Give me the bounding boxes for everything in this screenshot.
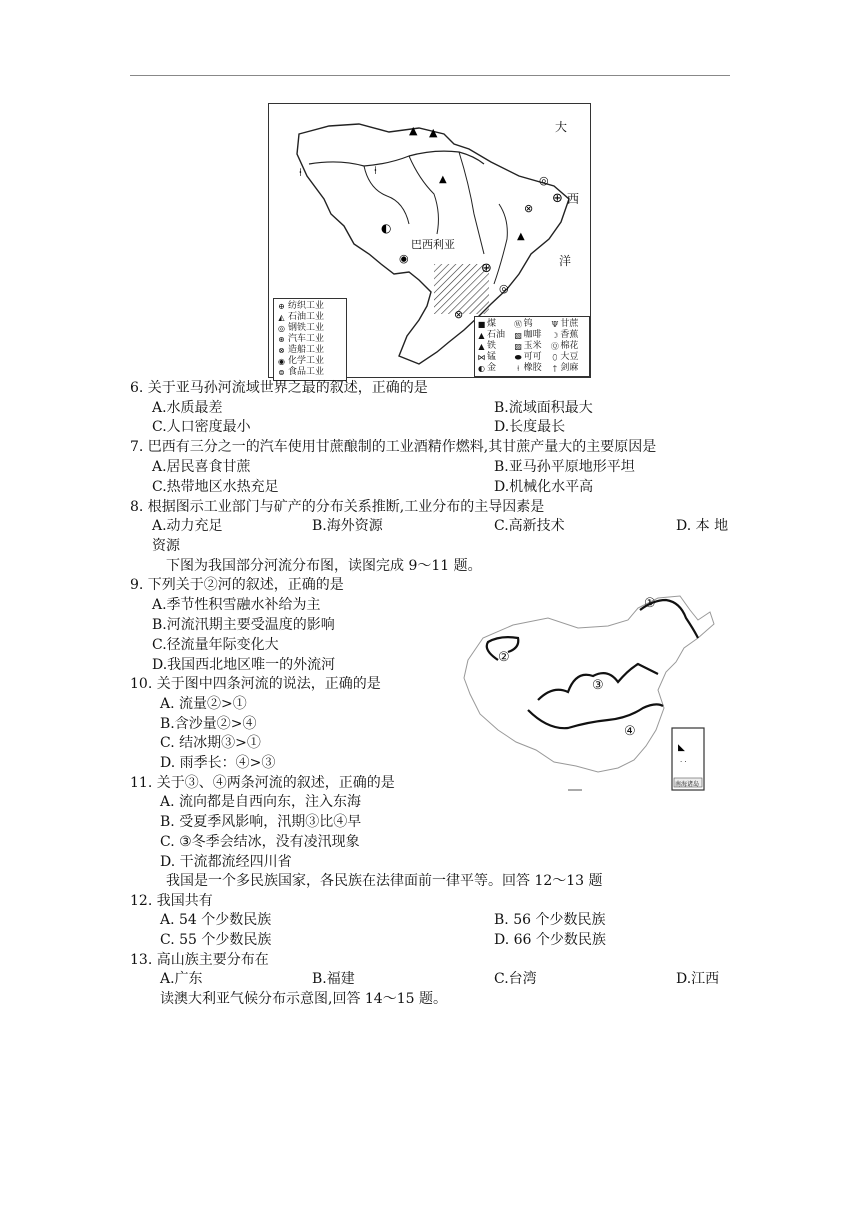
legend-item: ⊕ 纺织工业	[278, 301, 325, 311]
q13-stem: 13. 高山族主要分布在	[130, 952, 269, 968]
legend-item: ▨ 玉米	[514, 341, 542, 351]
q7-stem: 7. 巴西有三分之一的汽车使用甘蔗酿制的工业酒精作燃料,其甘蔗产量大的主要原因是	[130, 439, 657, 455]
q7-option-b: B.亚马孙平原地形平坦	[494, 459, 635, 475]
q9-option-a: A.季节性积雪融水补给为主	[152, 597, 321, 613]
q10-option-c: C. 结冰期③>①	[160, 735, 261, 751]
svg-text:▲: ▲	[429, 126, 438, 139]
svg-text:◣: ◣	[678, 743, 685, 753]
soybean-icon: ⬯	[552, 353, 558, 362]
sisal-icon: †	[552, 364, 557, 373]
q10-option-b: B.含沙量②>④	[160, 716, 257, 732]
q12-option-a: A. 54 个少数民族	[160, 912, 272, 928]
svg-text:⊕: ⊕	[481, 261, 492, 276]
svg-text:⊕: ⊕	[552, 191, 563, 206]
legend-item: ⋈ 锰	[477, 352, 497, 362]
q8-option-a: A.动力充足	[152, 518, 223, 534]
q10-option-a: A. 流量②>①	[160, 696, 247, 712]
brazil-industry-map	[268, 103, 591, 378]
q12-option-b: B. 56 个少数民族	[494, 912, 606, 928]
tungsten-icon: Ⓦ	[514, 320, 523, 329]
q7-option-d: D.机械化水平高	[494, 479, 594, 495]
q9-stem: 9. 下列关于②河的叙述，正确的是	[130, 577, 344, 593]
q13-option-b: B.福建	[312, 971, 355, 987]
capital-label: 巴西利亚	[411, 238, 455, 251]
svg-text:◉: ◉	[399, 252, 409, 265]
q11-stem: 11. 关于③、④两条河流的叙述，正确的是	[130, 775, 395, 791]
gold-icon: ◐	[478, 364, 485, 373]
food-icon: ⊜	[278, 368, 285, 377]
svg-text:▲: ▲	[409, 124, 418, 137]
river-label-4: ④	[624, 724, 636, 739]
china-rivers-map	[458, 590, 718, 795]
legend-item: Ⓦ 钨	[514, 319, 533, 329]
legend-item: ◎ 钢铁工业	[278, 323, 325, 333]
q10-option-d: D. 雨季长：④>③	[160, 755, 276, 771]
svg-text:⍿: ⍿	[299, 166, 302, 179]
intro-14-15: 读澳大利亚气候分布示意图,回答 14～15 题。	[160, 991, 447, 1007]
china-outline	[458, 590, 718, 795]
manganese-icon: ⋈	[477, 353, 486, 362]
triangle-icon: ▲	[478, 342, 485, 351]
q9-option-d: D.我国西北地区唯一的外流河	[152, 657, 336, 673]
q6-stem: 6. 关于亚马孙河流域世界之最的叙述，正确的是	[130, 380, 428, 396]
q6-option-b: B.流域面积最大	[494, 400, 593, 416]
legend-item: ⬯ 大豆	[552, 352, 579, 362]
river-label-3: ③	[592, 678, 604, 693]
svg-text:◐: ◐	[381, 221, 392, 235]
q11-option-d: D. 干流都流经四川省	[160, 854, 292, 870]
legend-item: ⊛ 汽车工业	[278, 334, 325, 344]
svg-text:◎: ◎	[499, 282, 509, 295]
legend-item: Ⓠ 棉花	[550, 341, 579, 351]
oil-drop-icon: ◭	[278, 313, 285, 322]
q6-option-a: A.水质最差	[152, 400, 223, 416]
resource-legend	[474, 316, 590, 377]
ocean-label-2: 西	[567, 192, 580, 206]
legend-item: ■ 煤	[477, 319, 497, 329]
q13-option-a: A.广东	[160, 971, 203, 987]
legend-item: † 剑麻	[550, 363, 587, 374]
rubber-icon: ⍿	[517, 364, 520, 373]
q7-option-a: A.居民喜食甘蔗	[152, 459, 251, 475]
legend-item: ◉ 化学工业	[278, 356, 325, 366]
chemical-icon: ◉	[278, 357, 285, 366]
q8-option-c: C.高新技术	[494, 518, 565, 534]
hatch-icon: ▧	[514, 331, 522, 340]
legend-item: ⊗ 造船工业	[278, 345, 325, 355]
river-label-2: ②	[498, 650, 510, 665]
svg-text:⍿: ⍿	[374, 164, 377, 177]
legend-item: ▲ 铁	[478, 341, 497, 351]
q6-option-d: D.长度最长	[494, 419, 566, 435]
q8-stem: 8. 根据图示工业部门与矿产的分布关系推断,工业分布的主导因素是	[130, 499, 545, 515]
q8-option-b: B.海外资源	[312, 518, 383, 534]
q8-option-d-cont: 资源	[152, 538, 180, 554]
legend-item: ⍿ 橡胶	[514, 363, 551, 374]
ocean-label-1: 大	[555, 120, 568, 134]
river-label-1: ①	[644, 596, 656, 611]
q12-option-d: D. 66 个少数民族	[494, 932, 606, 948]
svg-text:⊗: ⊗	[524, 202, 534, 215]
inset-label: 南海诸岛	[675, 781, 700, 788]
svg-text:▲: ▲	[517, 231, 525, 242]
svg-text:▲: ▲	[439, 174, 447, 185]
q8-option-d: D. 本 地	[676, 518, 729, 534]
svg-text:◎: ◎	[539, 174, 549, 187]
q10-stem: 10. 关于图中四条河流的说法，正确的是	[130, 676, 381, 692]
q7-option-c: C.热带地区水热充足	[152, 479, 279, 495]
industry-legend	[273, 298, 347, 381]
corn-hatch-icon: ▨	[514, 342, 522, 351]
legend-item: ▲ 石油	[478, 330, 506, 340]
q13-option-d: D.江西	[676, 971, 720, 987]
svg-text:⊗: ⊗	[454, 308, 464, 321]
legend-item: ▧ 咖啡	[514, 330, 542, 340]
q12-option-c: C. 55 个少数民族	[160, 932, 272, 948]
q12-stem: 12. 我国共有	[130, 893, 213, 909]
car-icon: ⊛	[278, 335, 285, 344]
oil-triangle-icon: ▲	[478, 331, 485, 340]
cocoa-icon: ⬬	[514, 353, 522, 362]
svg-text:· ·: · ·	[680, 758, 687, 766]
legend-item: ◐ 金	[478, 363, 497, 373]
globe-grid-icon: ⊕	[278, 302, 285, 311]
square-icon: ■	[477, 320, 486, 329]
header-rule	[130, 75, 730, 76]
steel-icon: ◎	[278, 324, 285, 333]
q11-option-a: A. 流向都是自西向东，注入东海	[160, 794, 362, 810]
legend-item: ⊜ 食品工业	[278, 367, 325, 377]
intro-9-11: 下图为我国部分河流分布图，读图完成 9～11 题。	[166, 558, 482, 574]
q11-option-c: C. ③冬季会结冰，没有凌汛现象	[160, 834, 360, 850]
legend-item: ☽ 香蕉	[551, 330, 579, 340]
cotton-icon: Ⓠ	[550, 342, 559, 351]
legend-item: ⬬ 可可	[514, 352, 542, 362]
legend-item: ◭ 石油工业	[278, 312, 325, 322]
banana-icon: ☽	[551, 331, 559, 340]
q9-option-b: B.河流汛期主要受温度的影响	[152, 617, 335, 633]
intro-12-13: 我国是一个多民族国家，各民族在法律面前一律平等。回答 12～13 题	[166, 873, 603, 889]
q9-option-c: C.径流量年际变化大	[152, 637, 279, 653]
q6-option-c: C.人口密度最小	[152, 419, 251, 435]
sugarcane-icon: Ψ	[551, 320, 559, 329]
q13-option-c: C.台湾	[494, 971, 537, 987]
legend-item: Ψ 甘蔗	[551, 319, 579, 329]
q11-option-b: B. 受夏季风影响，汛期③比④早	[160, 814, 362, 830]
ship-icon: ⊗	[278, 346, 285, 355]
ocean-label-3: 洋	[559, 254, 572, 268]
